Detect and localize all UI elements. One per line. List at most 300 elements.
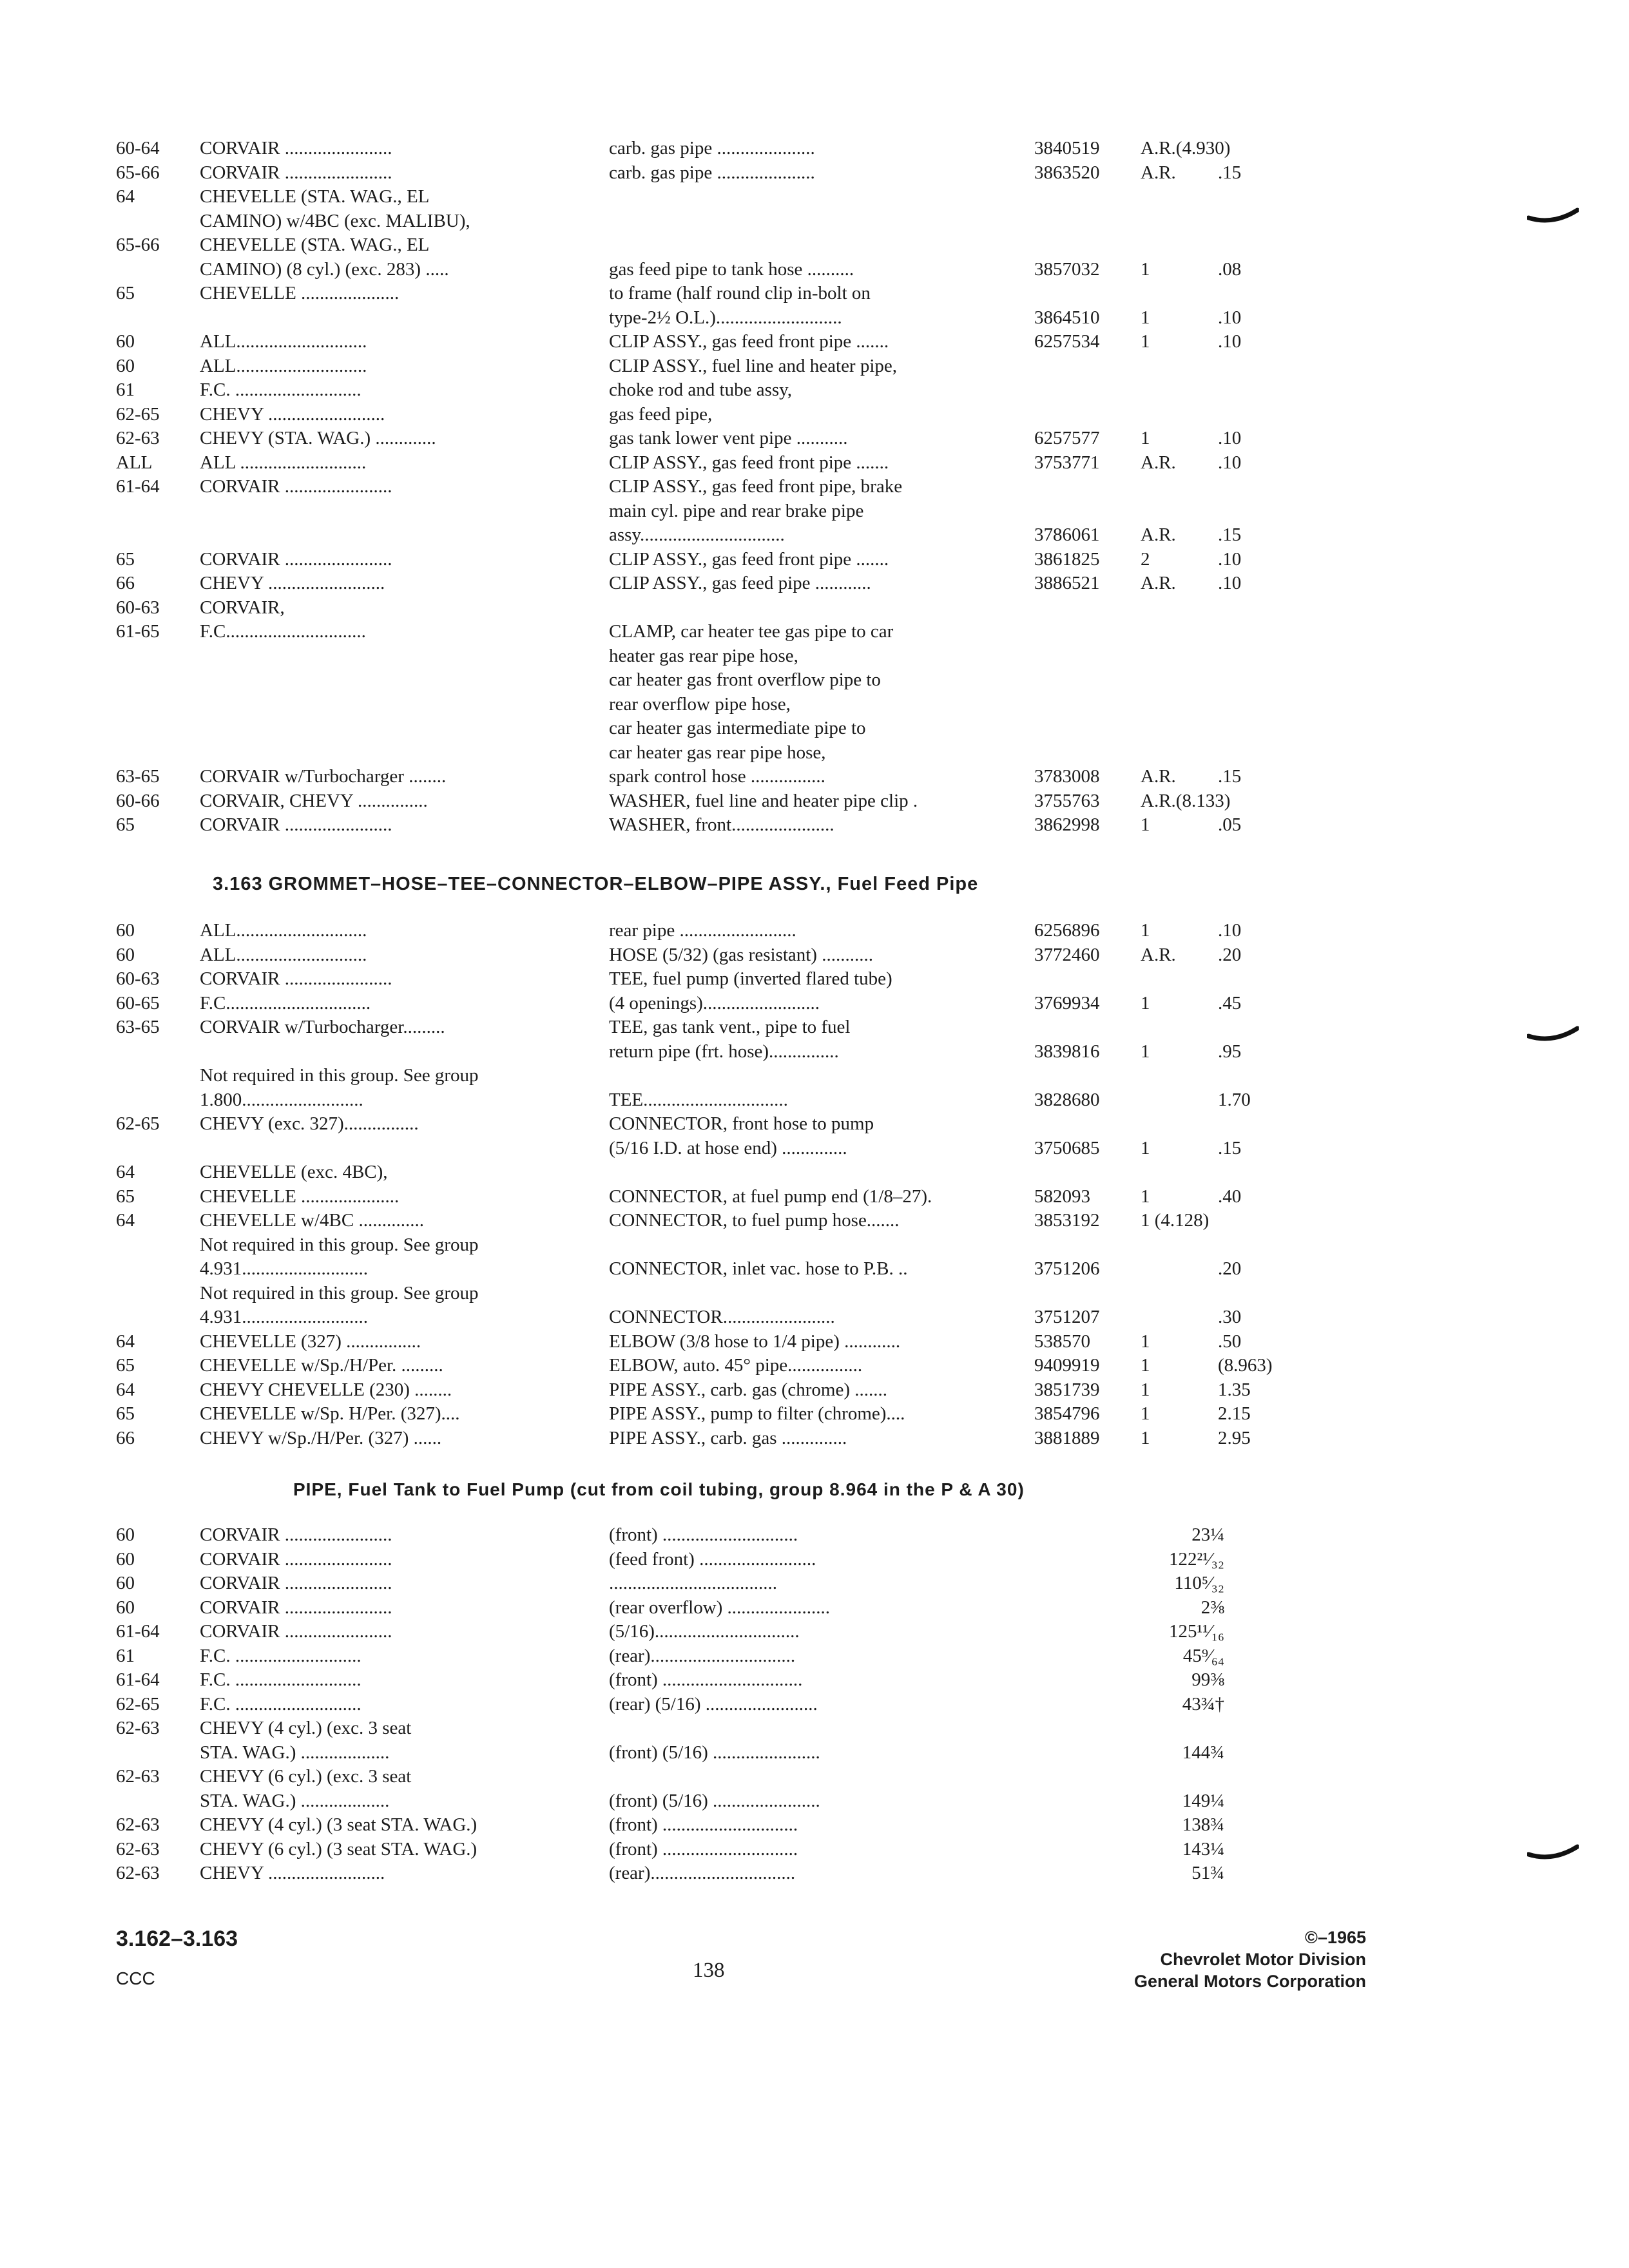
cell-part: 3862998 [1034,814,1100,835]
cell-part: 3851739 [1034,1379,1100,1400]
cell-part: 582093 [1034,1186,1090,1207]
cell-part: 3854796 [1034,1403,1100,1424]
cell-desc: (5/16 I.D. at hose end) .............. [609,1137,847,1158]
cell-part: 3853192 [1034,1210,1100,1231]
cell-desc: CLIP ASSY., fuel line and heater pipe, [609,355,898,376]
cell-price: .10 [1218,920,1242,941]
cell-price: .15 [1218,1137,1242,1158]
cell-qty: 1 [1141,307,1150,328]
cell-model: CHEVELLE (STA. WAG., EL [200,235,430,255]
cell-model: F.C. ........................... [200,1669,361,1690]
cell-yr: 60 [116,1548,135,1570]
table-row [0,1329,1629,1354]
cell-len: 138¾ [1182,1814,1224,1835]
cell-qty: 1 [1141,1355,1150,1376]
cell-model: CHEVELLE ..................... [200,283,400,303]
table-row [0,184,1629,209]
cell-yr: 60 [116,355,135,376]
table-row [0,966,1629,992]
cell-desc: (front) ............................. [609,1838,798,1860]
cell-price: .20 [1218,1258,1242,1279]
table-row [0,1763,1629,1789]
cell-model: F.C. ........................... [200,1645,361,1666]
cell-model: STA. WAG.) ................... [200,1742,390,1763]
cell-desc: CLAMP, car heater tee gas pipe to car [609,621,894,642]
cell-qty: 2 [1141,548,1150,570]
cell-price: .10 [1218,331,1242,352]
cell-qty: 1 [1141,1331,1150,1352]
table-row [0,667,1629,693]
table-row [0,740,1629,765]
table-row [0,1280,1629,1306]
cell-len: 144¾ [1182,1742,1224,1763]
cell-yr: 60 [116,944,135,965]
cell-model: CHEVELLE (327) ................ [200,1331,421,1352]
table-row [0,570,1629,596]
cell-price: .30 [1218,1307,1242,1327]
cell-price: .10 [1218,307,1242,328]
cell-price: 1.70 [1218,1089,1251,1110]
table-row [0,377,1629,403]
cell-desc: (rear)............................... [609,1863,796,1883]
cell-model: STA. WAG.) ................... [200,1790,390,1811]
cell-len: 143¼ [1182,1838,1224,1860]
cell-len: 99⅜ [1191,1669,1224,1690]
cell-len: 149¼ [1182,1790,1224,1811]
cell-yr: 60-63 [116,968,160,989]
cell-len: 23¼ [1191,1524,1224,1545]
cell-qty: 1 [1141,258,1150,280]
cell-desc: gas feed pipe to tank hose .......... [609,258,854,280]
cell-model: CHEVELLE w/4BC .............. [200,1210,424,1231]
cell-part: 6256896 [1034,920,1100,941]
cell-yr: 65 [116,283,135,303]
cell-price: (8.963) [1218,1355,1273,1376]
cell-desc: (front) (5/16) ....................... [609,1790,820,1811]
cell-desc: CLIP ASSY., gas feed front pipe, brake [609,476,903,497]
cell-yr: 62-65 [116,1113,160,1134]
table-row [0,1256,1629,1282]
cell-price: .10 [1218,573,1242,593]
cell-desc: (feed front) ......................... [609,1548,816,1570]
table-row [0,1667,1629,1693]
cell-price: .20 [1218,944,1242,965]
cell-part: 3863520 [1034,162,1100,183]
cell-desc: main cyl. pipe and rear brake pipe [609,500,864,521]
cell-model: F.C............................... [200,992,371,1014]
cell-model: CORVAIR ....................... [200,814,392,835]
cell-model: CHEVY (exc. 327)................ [200,1113,419,1134]
cell-len: 122²¹⁄₃₂ [1169,1548,1224,1570]
cell-qty: 1 [1141,331,1150,352]
cell-part: 3840519 [1034,138,1100,159]
table-row [0,450,1629,476]
cell-model: Not required in this group. See group [200,1065,479,1086]
cell-price: .15 [1218,524,1242,545]
table-row [0,1715,1629,1741]
table-row [0,1546,1629,1572]
table-row [0,812,1629,838]
cell-part: 3857032 [1034,258,1100,280]
cell-desc: to frame (half round clip in-bolt on [609,283,871,303]
cell-model: CORVAIR, [200,597,285,618]
cell-qty: 1 [1141,992,1150,1014]
cell-yr: 64 [116,1210,135,1231]
cell-yr: 60 [116,1524,135,1545]
cell-model: CHEVY (6 cyl.) (exc. 3 seat [200,1766,412,1787]
cell-desc: (front) ............................. [609,1524,798,1545]
cell-model: CHEVELLE ..................... [200,1186,400,1207]
table-row [0,1352,1629,1378]
cell-desc: WASHER, front...................... [609,814,834,835]
table-row [0,1570,1629,1596]
cell-yr: 60-65 [116,992,160,1014]
cell-desc: spark control hose ................ [609,766,825,787]
cell-yr: 64 [116,186,135,207]
cell-desc: (rear)............................... [609,1645,796,1666]
cell-model: F.C. ........................... [200,1693,361,1715]
cell-yr: 62-65 [116,403,160,425]
cell-part: 3755763 [1034,790,1100,811]
cell-yr: 61-64 [116,1621,160,1642]
table-row [0,256,1629,282]
table-row [0,788,1629,814]
table-row [0,1401,1629,1427]
cell-desc: CONNECTOR, inlet vac. hose to P.B. .. [609,1258,908,1279]
cell-model: Not required in this group. See group [200,1234,479,1255]
table-row [0,135,1629,161]
cell-desc: rear overflow pipe hose, [609,693,791,715]
cell-part: 538570 [1034,1331,1090,1352]
cell-part: 3839816 [1034,1041,1100,1062]
cell-price: .45 [1218,992,1242,1014]
cell-desc: TEE, fuel pump (inverted flared tube) [609,968,892,989]
cell-desc: (front) ............................. [609,1814,798,1835]
cell-model: ALL ........................... [200,452,367,473]
cell-desc: CLIP ASSY., gas feed front pipe ....... [609,331,889,352]
table-row [0,715,1629,741]
cell-part: 3753771 [1034,452,1100,473]
cell-model: CHEVELLE (STA. WAG., EL [200,186,430,207]
table-row [0,160,1629,186]
cell-model: CHEVY ......................... [200,573,385,593]
cell-model: ALL............................ [200,944,367,965]
cell-part: 3864510 [1034,307,1100,328]
cell-qty: A.R. [1141,162,1176,183]
cell-price: .10 [1218,428,1242,448]
cell-model: CORVAIR ....................... [200,162,392,183]
cell-desc: assy............................... [609,524,785,545]
cell-desc: type-2½ O.L.)........................... [609,307,842,328]
table-row [0,1377,1629,1403]
cell-yr: 60 [116,1597,135,1618]
table-row [0,329,1629,354]
table-row [0,1207,1629,1233]
table-row [0,1691,1629,1717]
cell-model: CAMINO) (8 cyl.) (exc. 283) ..... [200,258,449,280]
cell-part: 3786061 [1034,524,1100,545]
cell-model: 4.931........................... [200,1258,368,1279]
cell-model: CORVAIR ....................... [200,1548,392,1570]
cell-model: 1.800.......................... [200,1089,363,1110]
footer-code: CCC [116,1968,155,1988]
table-row [0,1135,1629,1161]
cell-model: CORVAIR ....................... [200,138,392,159]
cell-desc: TEE, gas tank vent., pipe to fuel [609,1017,851,1037]
cell-yr: 65 [116,1186,135,1207]
table-row [0,498,1629,524]
cell-qty: 1 [1141,1379,1150,1400]
footer-corporation: General Motors Corporation [1133,1972,1366,1991]
cell-model: CHEVY (6 cyl.) (3 seat STA. WAG.) [200,1838,477,1860]
cell-desc: gas tank lower vent pipe ........... [609,428,848,448]
cell-qty: A.R.(4.930) [1141,138,1231,159]
table-row [0,643,1629,669]
cell-yr: 66 [116,573,135,593]
cell-yr: 60 [116,1573,135,1593]
cell-len: 45⁹⁄₆₄ [1182,1645,1224,1666]
table-row [0,1062,1629,1088]
cell-part: 3828680 [1034,1089,1100,1110]
cell-model: Not required in this group. See group [200,1282,479,1303]
cell-price: .05 [1218,814,1242,835]
cell-yr: 65-66 [116,235,160,255]
cell-model: CORVAIR ....................... [200,476,392,497]
cell-yr: 60-63 [116,597,160,618]
cell-yr: 65 [116,814,135,835]
cell-price: .10 [1218,452,1242,473]
cell-yr: 61-65 [116,621,160,642]
cell-yr: 65 [116,1355,135,1376]
cell-price: .08 [1218,258,1242,280]
footer-division: Chevrolet Motor Division [1160,1950,1366,1969]
cell-yr: 63-65 [116,1017,160,1037]
table-row [0,595,1629,620]
page-number: 138 [693,1959,725,1982]
cell-yr: 61-64 [116,476,160,497]
cell-price: .95 [1218,1041,1242,1062]
cell-len: 51¾ [1191,1863,1224,1883]
table-row [0,691,1629,717]
cell-desc: CLIP ASSY., gas feed pipe ............ [609,573,871,593]
cell-part: 3750685 [1034,1137,1100,1158]
footer-section-range: 3.162–3.163 [116,1927,238,1951]
table-row [0,764,1629,789]
cell-desc: WASHER, fuel line and heater pipe clip . [609,790,918,811]
table-row [0,232,1629,258]
cell-desc: CLIP ASSY., gas feed front pipe ....... [609,452,889,473]
cell-yr: 63-65 [116,766,160,787]
cell-yr: 61 [116,380,135,400]
cell-model: CORVAIR ....................... [200,1597,392,1618]
cell-desc: carb. gas pipe ..................... [609,162,815,183]
cell-model: CHEVY ......................... [200,403,385,425]
table-row [0,401,1629,427]
cell-model: ALL............................ [200,331,367,352]
cell-desc: .................................... [609,1573,777,1593]
cell-len: 125¹¹⁄₁₆ [1169,1621,1224,1642]
cell-price: 1.35 [1218,1379,1251,1400]
cell-yr: 62-65 [116,1693,160,1715]
cell-yr: 62-63 [116,1766,160,1787]
table-row [0,474,1629,499]
cell-yr: 61 [116,1645,135,1666]
cell-yr: 64 [116,1379,135,1400]
cell-qty: 1 [1141,814,1150,835]
cell-desc: (rear overflow) ...................... [609,1597,831,1618]
cell-price: .15 [1218,766,1242,787]
section-heading-3-163: 3.163 GROMMET–HOSE–TEE–CONNECTOR–ELBOW–PIPE ASSY., Fuel Feed Pipe [213,874,979,894]
table-row [0,1595,1629,1620]
table-row [0,1111,1629,1137]
cell-qty: A.R. [1141,573,1176,593]
table-row [0,1522,1629,1548]
cell-yr: 60-64 [116,138,160,159]
table-row [0,619,1629,644]
cell-part: 3769934 [1034,992,1100,1014]
cell-yr: 66 [116,1427,135,1448]
cell-yr: 60 [116,920,135,941]
cell-model: CHEVY (4 cyl.) (exc. 3 seat [200,1718,412,1738]
cell-part: 9409919 [1034,1355,1100,1376]
cell-model: CORVAIR ....................... [200,1524,392,1545]
cell-desc: car heater gas front overflow pipe to [609,669,881,690]
cell-model: CORVAIR ....................... [200,968,392,989]
cell-model: CHEVY CHEVELLE (230) ........ [200,1379,452,1400]
cell-yr: 65-66 [116,162,160,183]
table-row [0,1860,1629,1886]
cell-yr: 62-63 [116,1838,160,1860]
cell-len: 110⁵⁄₃₂ [1174,1573,1224,1593]
cell-desc: (4 openings)......................... [609,992,820,1014]
cell-part: 3861825 [1034,548,1100,570]
cell-model: CORVAIR ....................... [200,1621,392,1642]
cell-qty: A.R. [1141,944,1176,965]
cell-desc: choke rod and tube assy, [609,380,793,400]
cell-model: ALL............................ [200,920,367,941]
cell-qty: A.R. [1141,452,1176,473]
cell-desc: ELBOW, auto. 45° pipe................ [609,1355,863,1376]
table-row [0,1184,1629,1209]
cell-yr: 61-64 [116,1669,160,1690]
cell-yr: 62-63 [116,1718,160,1738]
cell-qty: 1 (4.128) [1141,1210,1210,1231]
cell-yr: 65 [116,1403,135,1424]
cell-desc: (rear) (5/16) ........................ [609,1693,818,1715]
cell-desc: (front) .............................. [609,1669,803,1690]
cell-price: .15 [1218,162,1242,183]
cell-yr: ALL [116,452,153,473]
cell-model: CHEVY w/Sp./H/Per. (327) ...... [200,1427,442,1448]
cell-desc: CONNECTOR, at fuel pump end (1/8–27). [609,1186,932,1207]
binding-mark-icon [1527,1843,1579,1869]
cell-desc: PIPE ASSY., carb. gas .............. [609,1427,847,1448]
cell-yr: 60-66 [116,790,160,811]
cell-qty: A.R. [1141,524,1176,545]
table-row [0,1619,1629,1644]
cell-yr: 65 [116,548,135,570]
binding-mark-icon [1527,206,1579,232]
cell-qty: 1 [1141,1186,1150,1207]
table-row [0,1087,1629,1113]
cell-model: 4.931........................... [200,1307,368,1327]
cell-yr: 62-63 [116,428,160,448]
cell-model: CHEVELLE w/Sp./H/Per. ......... [200,1355,443,1376]
table-row [0,1232,1629,1258]
cell-part: 6257577 [1034,428,1100,448]
table-row [0,522,1629,548]
cell-price: 2.15 [1218,1403,1251,1424]
table-row [0,546,1629,572]
cell-qty: 1 [1141,920,1150,941]
cell-part: 3886521 [1034,573,1100,593]
table-row [0,1159,1629,1185]
cell-model: CHEVY (STA. WAG.) ............. [200,428,436,448]
cell-desc: CONNECTOR, to fuel pump hose....... [609,1210,900,1231]
cell-desc: HOSE (5/32) (gas resistant) ........... [609,944,873,965]
cell-desc: CLIP ASSY., gas feed front pipe ....... [609,548,889,570]
cell-desc: CONNECTOR, front hose to pump [609,1113,874,1134]
cell-yr: 64 [116,1162,135,1182]
cell-desc: gas feed pipe, [609,403,713,425]
table-row [0,1425,1629,1451]
cell-model: CAMINO) w/4BC (exc. MALIBU), [200,210,470,231]
cell-model: CORVAIR ....................... [200,548,392,570]
table-row [0,1812,1629,1838]
cell-qty: 1 [1141,428,1150,448]
footer-copyright: ©–1965 [1305,1928,1366,1947]
cell-part: 3751206 [1034,1258,1100,1279]
cell-desc: return pipe (frt. hose)............... [609,1041,839,1062]
cell-desc: ELBOW (3/8 hose to 1/4 pipe) ............ [609,1331,901,1352]
cell-part: 6257534 [1034,331,1100,352]
cell-qty: A.R. [1141,766,1176,787]
table-row [0,942,1629,968]
cell-yr: 62-63 [116,1814,160,1835]
cell-part: 3772460 [1034,944,1100,965]
cell-part: 3881889 [1034,1427,1100,1448]
cell-yr: 64 [116,1331,135,1352]
cell-price: .50 [1218,1331,1242,1352]
cell-price: .40 [1218,1186,1242,1207]
cell-desc: PIPE ASSY., pump to filter (chrome).... [609,1403,905,1424]
cell-price: .10 [1218,548,1242,570]
cell-price: 2.95 [1218,1427,1251,1448]
cell-qty: 1 [1141,1041,1150,1062]
cell-desc: (5/16)............................... [609,1621,800,1642]
cell-len: 43¾† [1182,1693,1224,1715]
cell-model: F.C. ........................... [200,380,361,400]
cell-model: CHEVY ......................... [200,1863,385,1883]
cell-model: ALL............................ [200,355,367,376]
cell-desc: PIPE ASSY., carb. gas (chrome) ....... [609,1379,888,1400]
cell-desc: car heater gas rear pipe hose, [609,742,826,763]
cell-qty: 1 [1141,1137,1150,1158]
cell-model: CORVAIR w/Turbocharger......... [200,1017,445,1037]
cell-desc: carb. gas pipe ..................... [609,138,815,159]
cell-desc: TEE............................... [609,1089,788,1110]
cell-model: CHEVELLE w/Sp. H/Per. (327).... [200,1403,460,1424]
table-row [0,1304,1629,1330]
cell-model: CORVAIR w/Turbocharger ........ [200,766,447,787]
table-row [0,1039,1629,1064]
cell-model: CORVAIR, CHEVY ............... [200,790,428,811]
cell-desc: car heater gas intermediate pipe to [609,718,866,738]
cell-model: F.C.............................. [200,621,366,642]
table-row [0,1740,1629,1765]
table-row [0,1643,1629,1669]
cell-desc: CONNECTOR........................ [609,1307,835,1327]
